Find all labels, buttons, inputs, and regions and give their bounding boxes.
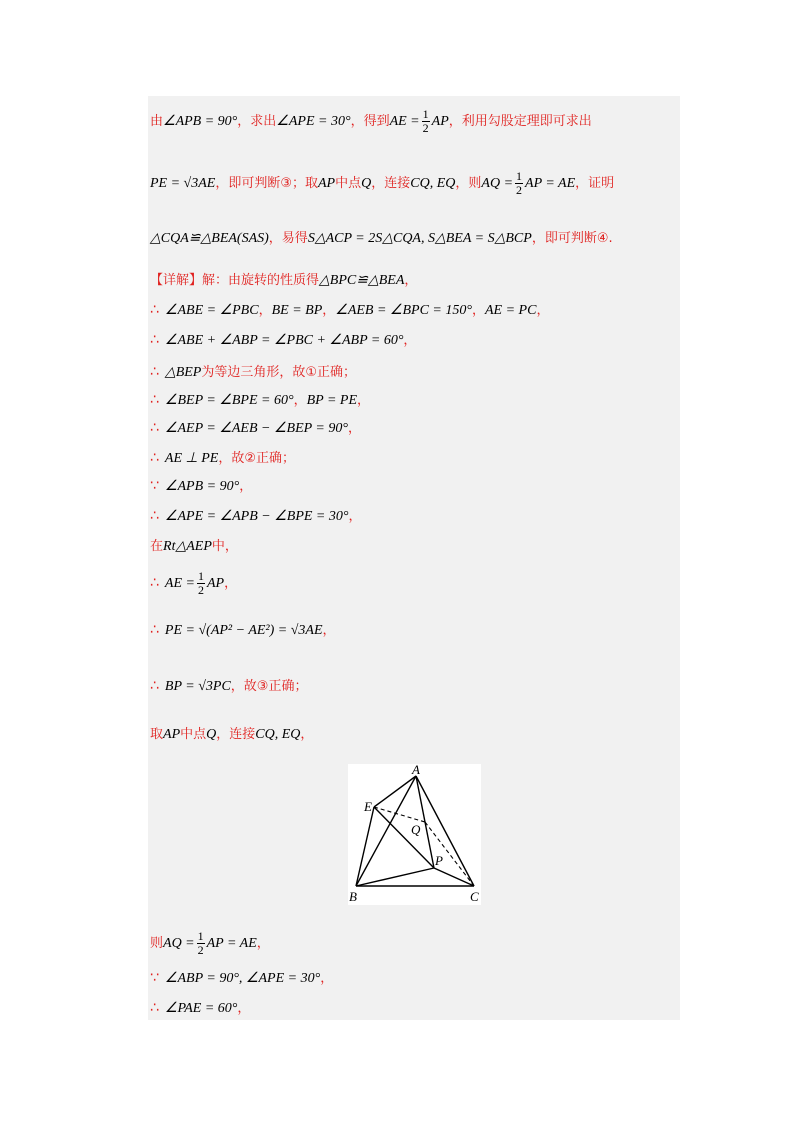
label-C: C xyxy=(470,889,479,904)
text-line xyxy=(150,330,416,351)
text-segment: 取 xyxy=(150,727,164,742)
math-expression: △BPC≌△BEA xyxy=(319,273,405,288)
fraction xyxy=(422,108,430,135)
text-segment: ，利用勾股定理即可求出 xyxy=(448,114,592,129)
text-segment: ， xyxy=(403,333,417,348)
therefore-symbol: ∴ xyxy=(150,508,159,524)
math-expression: AP = AE xyxy=(525,176,576,191)
text-line xyxy=(150,506,362,527)
math-expression: AE = xyxy=(164,576,195,591)
text-segment: ， xyxy=(258,303,272,318)
therefore-symbol: ∴ xyxy=(150,575,159,591)
text-segment: 由 xyxy=(150,114,164,129)
math-expression: ∠APB = 90° xyxy=(163,114,238,129)
therefore-symbol: ∴ xyxy=(150,332,159,348)
text-segment: 中点 xyxy=(335,176,362,191)
math-expression: AP = AE xyxy=(206,936,257,951)
therefore-symbol: ∴ xyxy=(150,302,159,318)
text-segment: 【详解】解：由旋转的性质得 xyxy=(150,273,320,288)
text-segment: ， xyxy=(348,509,362,524)
math-expression: AE = PC xyxy=(484,303,537,318)
text-segment: ，求出 xyxy=(237,114,277,129)
label-B: B xyxy=(349,889,357,904)
text-segment: ， xyxy=(237,1001,251,1016)
text-segment: ， xyxy=(322,303,336,318)
text-segment: ， xyxy=(471,303,485,318)
math-expression: Rt△AEP xyxy=(163,539,212,554)
text-line xyxy=(150,968,333,989)
math-expression: ∠ABE = ∠PBC xyxy=(164,303,259,318)
segment-EB xyxy=(356,807,374,886)
text-segment: ，故②正确； xyxy=(218,451,295,466)
text-segment: ，证明 xyxy=(575,176,615,191)
fraction xyxy=(197,570,205,597)
math-expression: ∠APE = 30° xyxy=(276,114,351,129)
text-line xyxy=(150,724,313,745)
text-line xyxy=(150,536,238,557)
math-expression: AP xyxy=(206,576,225,591)
therefore-symbol: ∴ xyxy=(150,450,159,466)
therefore-symbol: ∴ xyxy=(150,678,159,694)
segment-BP xyxy=(356,868,434,886)
fraction-denominator: 2 xyxy=(197,583,204,597)
fraction-denominator: 2 xyxy=(422,121,429,135)
math-expression: BP = √3PC xyxy=(164,679,231,694)
label-P: P xyxy=(435,853,443,868)
text-segment: ，连接 xyxy=(371,176,411,191)
text-segment: ，即可判断③；取 xyxy=(215,176,318,191)
math-expression: ∠ABE + ∠ABP = ∠PBC + ∠ABP = 60° xyxy=(164,333,404,348)
text-segment: 则 xyxy=(150,936,164,951)
math-expression: AQ = xyxy=(163,936,195,951)
math-expression: ∠AEP = ∠AEB − ∠BEP = 90° xyxy=(164,421,348,436)
text-segment: ， xyxy=(224,576,238,591)
text-segment: ， xyxy=(347,421,361,436)
fraction-denominator: 2 xyxy=(197,943,204,957)
math-expression: AP xyxy=(431,114,449,129)
text-segment: ， xyxy=(320,971,334,986)
segment-EA xyxy=(374,776,416,807)
text-segment: ， xyxy=(239,479,253,494)
text-line xyxy=(150,476,252,497)
math-expression: BP = PE xyxy=(306,393,357,408)
fraction xyxy=(515,170,523,197)
geometry-diagram xyxy=(348,764,481,905)
text-line xyxy=(150,448,295,469)
text-line xyxy=(150,300,549,321)
text-line xyxy=(150,570,237,597)
text-segment: ， xyxy=(322,623,336,638)
math-expression: ∠BEP = ∠BPE = 60° xyxy=(164,393,294,408)
text-line xyxy=(150,930,270,957)
math-expression: AP xyxy=(318,176,336,191)
math-expression: BE = BP xyxy=(271,303,323,318)
fraction-numerator: 1 xyxy=(197,569,204,583)
text-segment: ， xyxy=(536,303,550,318)
math-expression: ∠APE = ∠APB − ∠BPE = 30° xyxy=(164,509,349,524)
text-line xyxy=(150,418,361,439)
segment-AB xyxy=(356,776,416,886)
math-expression: ∠PAE = 60° xyxy=(164,1001,238,1016)
math-expression: CQ, EQ xyxy=(410,176,456,191)
text-segment: 中点 xyxy=(180,727,207,742)
text-segment: ，得到 xyxy=(350,114,390,129)
therefore-symbol: ∴ xyxy=(150,392,159,408)
segment-PC xyxy=(434,868,474,886)
therefore-symbol: ∴ xyxy=(150,1000,159,1016)
math-expression: AE = xyxy=(389,114,420,129)
fraction xyxy=(197,930,205,957)
math-expression: △CQA≌△BEA(SAS) xyxy=(150,231,269,246)
label-E: E xyxy=(364,799,372,814)
text-segment: ， xyxy=(357,393,371,408)
math-expression: S△ACP = 2S△CQA, S△BEA = S△BCP xyxy=(307,231,532,246)
text-line xyxy=(150,676,307,697)
text-line xyxy=(150,270,417,291)
text-segment: ，则 xyxy=(455,176,482,191)
text-line xyxy=(150,998,250,1019)
math-expression: AQ = xyxy=(481,176,514,191)
math-expression: △BEP xyxy=(164,365,202,380)
text-segment: ，易得 xyxy=(268,231,308,246)
text-segment: ， xyxy=(300,727,314,742)
math-expression: Q xyxy=(206,727,217,742)
math-expression: ∠AEB = ∠BPC = 150° xyxy=(335,303,472,318)
math-expression: AP xyxy=(163,727,181,742)
math-expression: PE = √3AE xyxy=(150,176,216,191)
math-expression: ∠ABP = 90°, ∠APE = 30° xyxy=(164,971,321,986)
math-expression: CQ, EQ xyxy=(255,727,301,742)
text-segment: ， xyxy=(256,936,270,951)
therefore-symbol: ∵ xyxy=(150,478,159,494)
segment-QC xyxy=(425,822,474,886)
fraction-denominator: 2 xyxy=(516,183,523,197)
text-segment: ，即可判断④. xyxy=(531,231,613,246)
math-expression: Q xyxy=(361,176,372,191)
text-segment: ， xyxy=(404,273,418,288)
text-line xyxy=(150,362,356,383)
text-segment: ， xyxy=(293,393,307,408)
math-expression: AE ⊥ PE xyxy=(164,451,219,466)
text-line xyxy=(150,170,614,197)
label-A: A xyxy=(412,764,420,777)
text-segment: ，连接 xyxy=(216,727,256,742)
label-Q: Q xyxy=(411,822,421,837)
math-expression: ∠APB = 90° xyxy=(164,479,240,494)
text-line xyxy=(150,390,370,411)
fraction-numerator: 1 xyxy=(197,929,204,943)
math-expression: PE = √(AP² − AE²) = √3AE xyxy=(164,623,323,638)
text-segment: ，故③正确； xyxy=(230,679,308,694)
geometry-figure xyxy=(348,764,481,905)
text-line xyxy=(150,620,336,641)
text-segment: 中， xyxy=(211,539,238,554)
text-line xyxy=(150,108,592,135)
therefore-symbol: ∵ xyxy=(150,970,159,986)
therefore-symbol: ∴ xyxy=(150,622,159,638)
text-segment: 为等边三角形，故①正确； xyxy=(201,365,356,380)
text-segment: 在 xyxy=(150,539,164,554)
therefore-symbol: ∴ xyxy=(150,364,159,380)
text-line xyxy=(150,228,613,249)
therefore-symbol: ∴ xyxy=(150,420,159,436)
fraction-numerator: 1 xyxy=(422,107,429,121)
fraction-numerator: 1 xyxy=(516,169,523,183)
